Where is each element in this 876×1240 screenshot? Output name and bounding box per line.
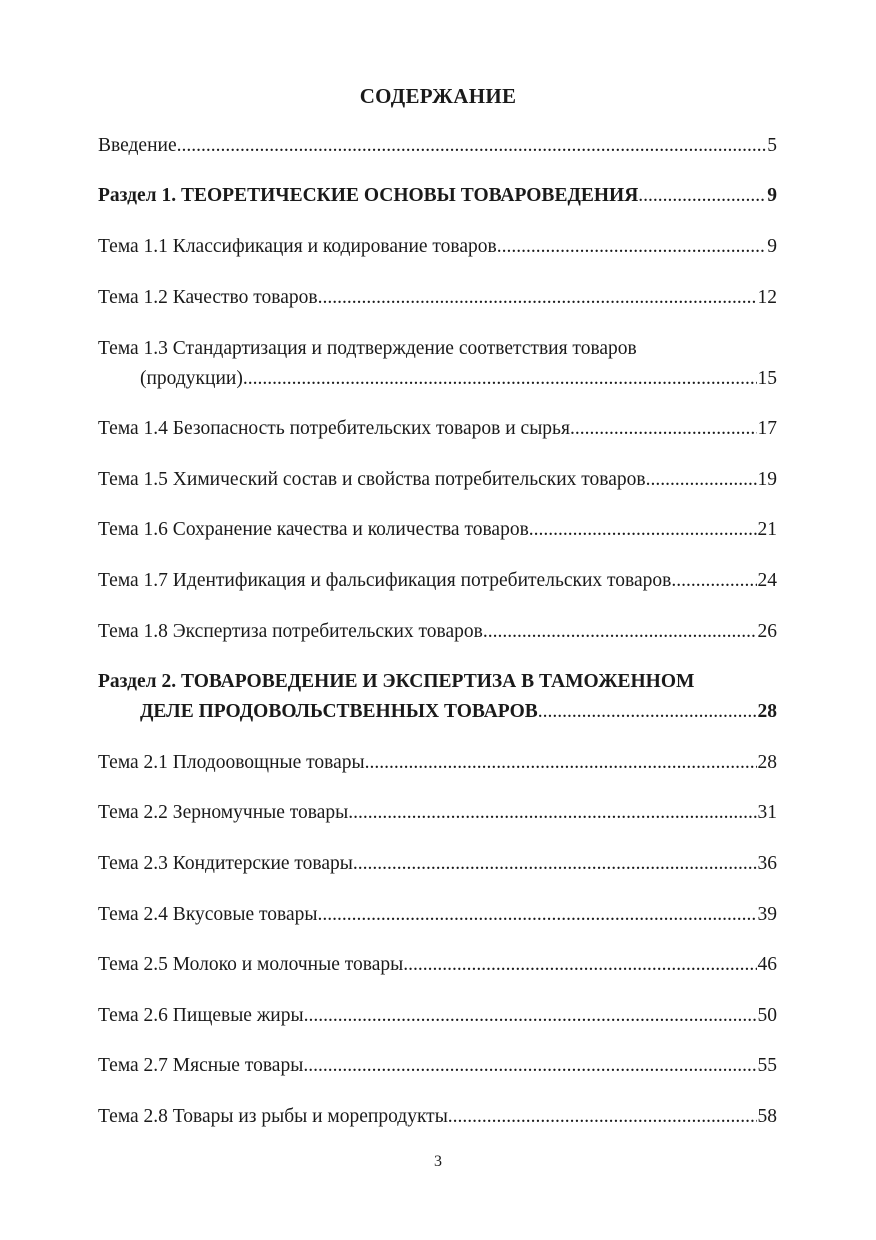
toc-entry-topic-2-7: [98, 1051, 777, 1081]
dot-leader: [483, 617, 757, 647]
toc-entry-section-2: [98, 667, 777, 727]
dot-leader: [304, 1001, 757, 1031]
toc-entry-topic-2-4: [98, 900, 777, 930]
toc-entry-introduction: [98, 131, 777, 161]
toc-entry-topic-2-1: [98, 748, 777, 778]
toc-entry-topic-1-8: [98, 617, 777, 647]
dot-leader: [529, 515, 757, 545]
toc-entry-label: Тема 2.3 Кондитерские товары: [98, 853, 353, 874]
toc-entry-topic-1-6: [98, 515, 777, 545]
dot-leader: [353, 849, 757, 879]
dot-leader: [570, 414, 757, 444]
toc-entry-label: Введение: [98, 135, 177, 156]
dot-leader: [318, 283, 757, 313]
dot-leader: [317, 900, 756, 930]
toc-entry-page: 5: [767, 135, 777, 156]
toc-entry-label: Тема 2.6 Пищевые жиры: [98, 1005, 304, 1026]
toc-entry-label: ДЕЛЕ ПРОДОВОЛЬСТВЕННЫХ ТОВАРОВ: [140, 701, 538, 722]
toc-entry-label: Тема 2.1 Плодоовощные товары: [98, 752, 365, 773]
toc-entry-label: Тема 2.8 Товары из рыбы и морепродукты: [98, 1106, 448, 1127]
toc-entry-topic-1-3: [98, 334, 777, 394]
toc-entry-page: 9: [767, 185, 777, 206]
toc-entry-topic-2-5: [98, 950, 777, 980]
toc-entry-section-1: [98, 181, 777, 211]
dot-leader: [177, 131, 767, 161]
toc-entry-page: 28: [757, 752, 777, 773]
toc-entry-page: 31: [757, 802, 777, 823]
toc-entry-page: 39: [757, 904, 777, 925]
toc-entry-page: 46: [757, 954, 777, 975]
dot-leader: [448, 1102, 757, 1132]
toc-entry-page: 50: [757, 1005, 777, 1026]
toc-entry-topic-1-7: [98, 566, 777, 596]
toc-entry-label: Тема 2.2 Зерномучные товары: [98, 802, 349, 823]
toc-entry-topic-2-2: [98, 798, 777, 828]
toc-entry-label: Тема 1.7 Идентификация и фальсификация потребительских товаров: [98, 570, 672, 591]
toc-entry-topic-1-1: [98, 232, 777, 262]
toc-entry-page: 19: [757, 469, 777, 490]
dot-leader: [497, 232, 767, 262]
toc-entry-topic-1-5: [98, 465, 777, 495]
toc-entry-label: Тема 1.8 Экспертиза потребительских товаров: [98, 621, 483, 642]
page-number: 3: [434, 1153, 442, 1170]
dot-leader: [243, 364, 757, 394]
toc-entry-label: Тема 1.5 Химический состав и свойства потребительских товаров: [98, 469, 646, 490]
toc-entry-page: 21: [757, 519, 777, 540]
toc-entry-label: Тема 1.2 Качество товаров: [98, 287, 318, 308]
toc-entry-first-line: Раздел 2. ТОВАРОВЕДЕНИЕ И ЭКСПЕРТИЗА В ТАМОЖЕННОМ: [98, 671, 695, 692]
toc-entry-label: Тема 1.4 Безопасность потребительских товаров и сырья: [98, 418, 570, 439]
toc-entry-first-line: Тема 1.3 Стандартизация и подтверждение соответствия товаров: [98, 338, 637, 359]
toc-entry-topic-1-2: [98, 283, 777, 313]
toc-entry-label: Раздел 1. ТЕОРЕТИЧЕСКИЕ ОСНОВЫ ТОВАРОВЕДЕНИЯ: [98, 185, 639, 206]
dot-leader: [403, 950, 756, 980]
dot-leader: [646, 465, 757, 495]
toc-entry-page: 26: [757, 621, 777, 642]
dot-leader: [671, 566, 756, 596]
toc-entry-label: Тема 2.4 Вкусовые товары: [98, 904, 318, 925]
toc-entry-page: 24: [757, 570, 777, 591]
dot-leader: [348, 798, 756, 828]
toc-entry-label: Тема 1.6 Сохранение качества и количества товаров: [98, 519, 529, 540]
dot-leader: [538, 697, 757, 727]
toc-entry-page: 36: [757, 853, 777, 874]
toc-entry-page: 17: [757, 418, 777, 439]
toc-entry-label: Тема 2.7 Мясные товары: [98, 1055, 304, 1076]
toc-entry-page: 55: [757, 1055, 777, 1076]
dot-leader: [303, 1051, 756, 1081]
toc-entry-page: 28: [757, 701, 777, 722]
toc-entry-page: 58: [757, 1106, 777, 1127]
toc-entry-topic-2-6: [98, 1001, 777, 1031]
page-title: СОДЕРЖАНИЕ: [359, 84, 517, 108]
toc-entry-label: (продукции): [140, 368, 243, 389]
toc-entry-page: 15: [757, 368, 777, 389]
toc-entry-page: 9: [767, 236, 777, 257]
toc-entry-topic-2-8: [98, 1102, 777, 1132]
dot-leader: [365, 748, 757, 778]
toc-entry-page: 12: [757, 287, 777, 308]
dot-leader: [638, 181, 766, 211]
toc-entry-topic-2-3: [98, 849, 777, 879]
toc-entry-label: Тема 1.1 Классификация и кодирование товаров: [98, 236, 497, 257]
toc-entry-topic-1-4: [98, 414, 777, 444]
toc-entry-label: Тема 2.5 Молоко и молочные товары: [98, 954, 404, 975]
